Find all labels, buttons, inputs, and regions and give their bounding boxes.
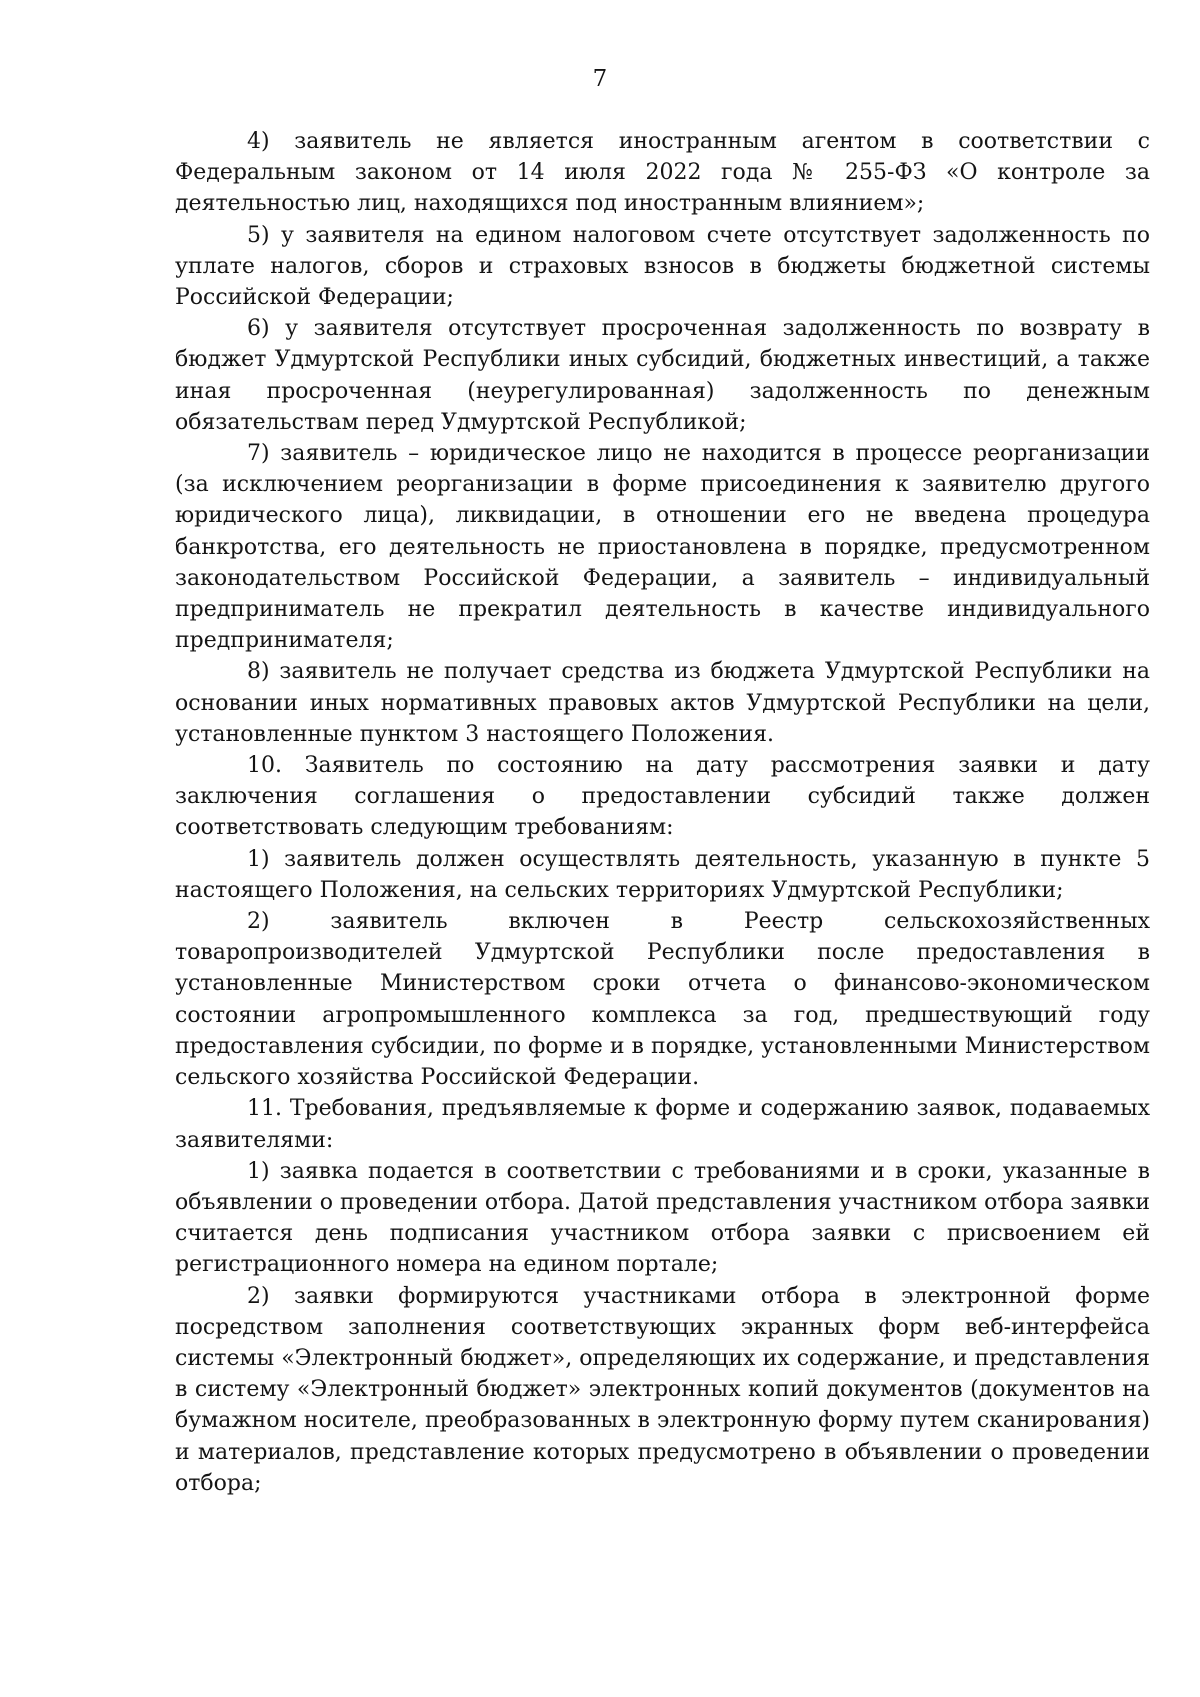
document-body xyxy=(175,126,1150,1499)
paragraph-item-4-foreign-agent: 4) заявитель не является иностранным агентом в соответствии с Федеральным законом от 14 июля 2022 года № 255-ФЗ «О контроле за деятельностью лиц, находящихся под иностранным влиянием»; xyxy=(175,129,1150,217)
paragraph-section-11: 11. Требования, предъявляемые к форме и содержанию заявок, подаваемых заявителями: xyxy=(175,1096,1150,1153)
paragraph-section-10-item-1: 1) заявитель должен осуществлять деятельность, указанную в пункте 5 настоящего Положения, на сельских территориях Удмуртской Республики; xyxy=(175,846,1150,903)
page-number: 7 xyxy=(592,66,608,92)
paragraph-item-8-budget-funds: 8) заявитель не получает средства из бюджета Удмуртской Республики на основании иных нормативных правовых актов Удмуртской Республики на цели, установленные пунктом 3 настоящего Положения. xyxy=(175,659,1150,747)
paragraph-item-7-reorganization: 7) заявитель – юридическое лицо не находится в процессе реорганизации (за исключением реорганизации в форме присоединения к заявителю другого юридического лица), ликвидации, в отношении его не введена процедура банкротства, его деятельность не приостановлена в порядке, предусмотренном законодательством Российской Федерации, а заявитель – индивидуальный предприниматель не прекратил деятельность в качестве индивидуального предпринимателя; xyxy=(175,441,1150,654)
paragraph-section-10-item-2: 2) заявитель включен в Реестр сельскохозяйственных товаропроизводителей Удмуртской Республики после предоставления в установленные Министерством сроки отчета о финансово-экономическом состоянии агропромышленного комплекса за год, предшествующий году предоставления субсидии, по форме и в порядке, установленными Министерством сельского хозяйства Российской Федерации. xyxy=(175,909,1150,1091)
paragraph-section-11-item-2: 2) заявки формируются участниками отбора в электронной форме посредством заполнения соответствующих экранных форм веб-интерфейса системы «Электронный бюджет», определяющих их содержание, и представления в систему «Электронный бюджет» электронных копий документов (документов на бумажном носителе, преобразованных в электронную форму путем сканирования) и материалов, представление которых предусмотрено в объявлении о проведении отбора; xyxy=(175,1283,1150,1496)
paragraph-item-6-overdue-debt: 6) у заявителя отсутствует просроченная задолженность по возврату в бюджет Удмуртской Республики иных субсидий, бюджетных инвестиций, а также иная просроченная (неурегулированная) задолженность по денежным обязательствам перед Удмуртской Республикой; xyxy=(175,316,1150,435)
paragraph-item-5-tax-debt: 5) у заявителя на едином налоговом счете отсутствует задолженность по уплате налогов, сборов и страховых взносов в бюджеты бюджетной системы Российской Федерации; xyxy=(175,222,1150,311)
paragraph-section-10: 10. Заявитель по состоянию на дату рассмотрения заявки и дату заключения соглашения о предоставлении субсидий также должен соответствовать следующим требованиям: xyxy=(175,753,1150,841)
paragraph-section-11-item-1: 1) заявка подается в соответствии с требованиями и в сроки, указанные в объявлении о проведении отбора. Датой представления участником отбора заявки считается день подписания участником отбора заявки с присвоением ей регистрационного номера на едином портале; xyxy=(175,1158,1150,1278)
